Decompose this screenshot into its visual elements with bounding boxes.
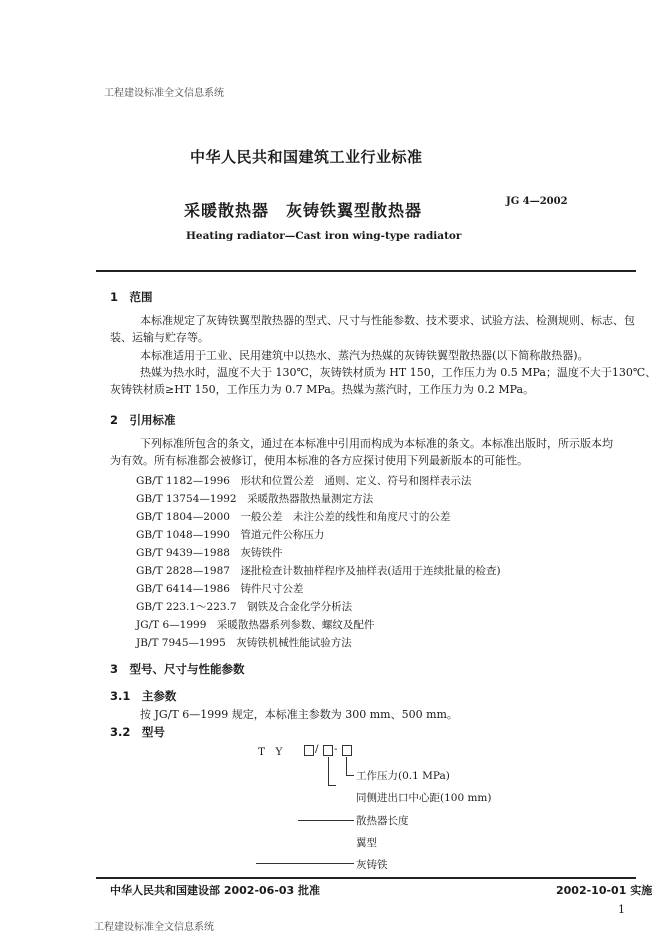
reference-item (136, 635, 352, 650)
param-box-1 (304, 745, 314, 756)
section-1-para-1a: 本标准规定了灰铸铁翼型散热器的型式、尺寸与性能参数、技术要求、试验方法、检测规则、标志、包 (140, 314, 635, 327)
section-2-para-b: 为有效。所有标准都会被修订，使用本标准的各方应探讨使用下列最新版本的可能性。 (110, 454, 528, 467)
system-footer: 工程建设标准全文信息系统 (94, 922, 214, 933)
leader-distance-horizontal (328, 785, 336, 786)
reference-code: GB/T 2828—1987 (136, 565, 230, 577)
footer-divider (96, 877, 636, 879)
reference-code: GB/T 9439—1988 (136, 547, 230, 559)
section-3-heading: 3 型号、尺寸与性能参数 (110, 662, 245, 676)
reference-title: 采暖散热器系列参数、螺纹及配件 (216, 619, 375, 631)
reference-code: JG/T 6—1999 (136, 619, 207, 631)
standard-title: 采暖散热器 灰铸铁翼型散热器 (184, 201, 423, 220)
reference-title: 形状和位置公差 通则、定义、符号和图样表示法 (240, 475, 472, 487)
label-wing: 翼型 (356, 837, 377, 849)
reference-item (136, 581, 303, 596)
reference-item (136, 563, 501, 578)
section-3-1-heading: 3.1 主参数 (110, 689, 177, 703)
section-1-para-2: 本标准适用于工业、民用建筑中以热水、蒸汽为热媒的灰铸铁翼型散热器(以下简称散热器)。 (140, 349, 589, 362)
reference-item (136, 509, 450, 524)
reference-title: 一般公差 未注公差的线性和角度尺寸的公差 (240, 511, 451, 523)
label-castiron: 灰铸铁 (356, 859, 388, 871)
approval-date: 中华人民共和国建设部 2002-06-03 批准 (110, 884, 321, 897)
model-code-letters: T Y (258, 746, 283, 758)
label-length: 散热器长度 (356, 815, 409, 827)
reference-code: GB/T 1804—2000 (136, 511, 230, 523)
leader-distance-vertical (328, 757, 329, 785)
section-1-para-3a: 热媒为热水时，温度不大于 130℃，灰铸铁材质为 HT 150，工作压力为 0.5 MPa；温度不大于130℃、 (140, 366, 657, 379)
reference-code: GB/T 223.1～223.7 (136, 601, 237, 613)
reference-code: GB/T 13754—1992 (136, 493, 237, 505)
ministry-title: 中华人民共和国建筑工业行业标准 (190, 148, 423, 166)
section-3-2-heading: 3.2 型号 (110, 725, 165, 739)
label-pressure: 工作压力(0.1 MPa) (356, 770, 450, 782)
system-header: 工程建设标准全文信息系统 (104, 88, 224, 99)
reference-title: 管道元件公称压力 (240, 529, 325, 541)
reference-item (136, 491, 373, 506)
english-title: Heating radiator—Cast iron wing-type radiator (186, 230, 462, 242)
section-2-para-a: 下列标准所包含的条文，通过在本标准中引用而构成为本标准的条文。本标准出版时，所示版本均 (140, 437, 613, 450)
section-1-para-3b: 灰铸铁材质≥HT 150，工作压力为 0.7 MPa。热媒为蒸汽时，工作压力为 0.2 MPa。 (110, 383, 535, 396)
reference-item (136, 527, 324, 542)
param-box-2 (323, 745, 333, 756)
section-1-para-1b: 装、运输与贮存等。 (110, 331, 209, 344)
reference-code: GB/T 6414—1986 (136, 583, 230, 595)
standard-code: JG 4—2002 (506, 196, 568, 207)
reference-code: GB/T 1182—1996 (136, 475, 230, 487)
model-dash-glyph: - (334, 743, 338, 755)
reference-title: 采暖散热器散热量测定方法 (247, 493, 374, 505)
reference-item (136, 473, 471, 488)
reference-title: 钢铁及合金化学分析法 (247, 601, 353, 613)
reference-item (136, 545, 282, 560)
title-divider (96, 270, 636, 272)
reference-title: 逐批检查计数抽样程序及抽样表(适用于连续批量的检查) (240, 565, 501, 577)
section-2-heading: 2 引用标准 (110, 413, 176, 427)
leader-pressure-horizontal (346, 775, 354, 776)
reference-code: GB/T 1048—1990 (136, 529, 230, 541)
reference-code: JB/T 7945—1995 (136, 637, 226, 649)
section-1-heading: 1 范围 (110, 290, 153, 304)
leader-length (298, 820, 354, 821)
leader-castiron (256, 863, 354, 864)
section-3-1-text: 按 JG/T 6—1999 规定，本标准主参数为 300 mm、500 mm。 (140, 708, 458, 721)
page-number: 1 (618, 903, 625, 916)
param-box-3 (342, 745, 352, 756)
reference-title: 灰铸铁机械性能试验方法 (236, 637, 352, 649)
reference-title: 铸件尺寸公差 (240, 583, 304, 595)
label-distance: 同侧进出口中心距(100 mm) (356, 792, 492, 804)
reference-item (136, 599, 352, 614)
reference-item (136, 617, 374, 632)
leader-pressure-vertical (346, 757, 347, 775)
reference-title: 灰铸铁件 (240, 547, 283, 559)
effective-date: 2002-10-01 实施 (556, 884, 653, 897)
model-slash-glyph: / (315, 743, 319, 755)
